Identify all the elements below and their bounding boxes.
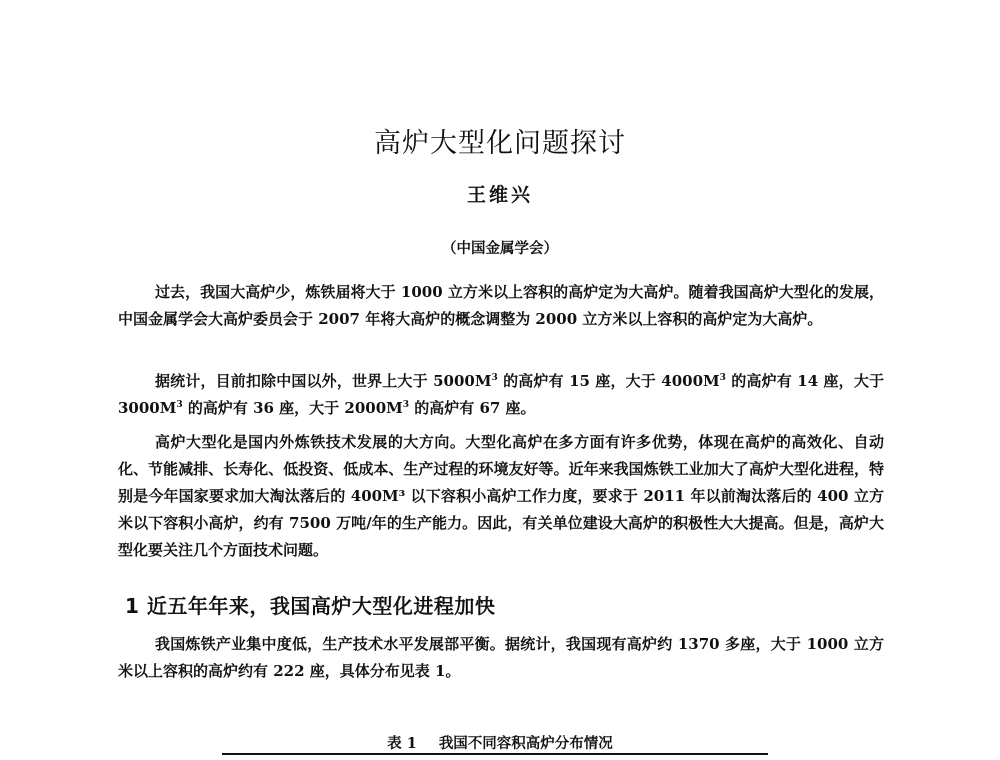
author-name: 王维兴	[466, 184, 533, 206]
stats-text: 据统计，目前扣除中国以外，世界上大于 5000M	[155, 372, 492, 390]
section-heading-1: 1 近五年年来，我国高炉大型化进程加快	[125, 594, 496, 618]
superscript-3: 3	[402, 400, 410, 410]
paragraph-text: 高炉大型化是国内外炼铁技术发展的大方向。大型化高炉在多方面有许多优势，体现在高炉的高效化、自动化、节能减排、长寿化、低投资、低成本、生产过程的环境友好等。近年来我国炼铁工业加大了高炉大型化进程，特别是今年国家要求加大淘汰落后的 400M³ 以下容积小高炉工作力度，要求于 2011 年以前淘汰落后的 400 立方米以下容积小高炉，约有 7500 万吨/年的生产能力。因此，有关单位建设大高炉的积极性大大提高。但是，高炉大型化要关注几个方面技术问题。	[118, 433, 884, 559]
stats-text: 的高炉有 36 座，大于 2000M	[182, 399, 403, 417]
stats-text: 的高炉有 67 座。	[409, 399, 536, 417]
body-paragraph-4	[118, 631, 884, 685]
stats-text: 大于 3000M	[118, 372, 884, 417]
table-caption-text: 我国不同容积高炉分布情况	[438, 735, 613, 752]
body-paragraph-2	[118, 368, 884, 422]
table-top-rule	[222, 753, 768, 755]
superscript-3: 3	[491, 373, 498, 383]
body-paragraph-1	[118, 279, 884, 333]
superscript-3: 3	[719, 373, 726, 383]
table-label: 表 1	[387, 735, 417, 752]
paper-title: 高炉大型化问题探讨	[374, 128, 626, 159]
stats-paragraph	[118, 368, 884, 422]
stats-text: 的高炉有 14 座，	[725, 372, 854, 390]
paragraph-text: 我国炼铁产业集中度低，生产技术水平发展部平衡。据统计，我国现有高炉约 1370 多座，大于 1000 立方米以上容积的高炉约有 222 座，具体分布见表 1。	[118, 635, 884, 680]
author-affiliation: （中国金属学会）	[442, 240, 558, 257]
body-paragraph-3	[118, 429, 884, 564]
paragraph-text: 过去，我国大高炉少，炼铁届将大于 1000 立方米以上容积的高炉定为大高炉。随着我国高炉大型化的发展，中国金属学会大高炉委员会于 2007 年将大高炉的概念调整为 2000 立方米以上容积的高炉定为大高炉。	[118, 283, 884, 328]
table-caption	[0, 732, 1000, 753]
superscript-3: 3	[176, 400, 183, 410]
stats-text: 的高炉有 15 座，大于 4000M	[497, 372, 720, 390]
